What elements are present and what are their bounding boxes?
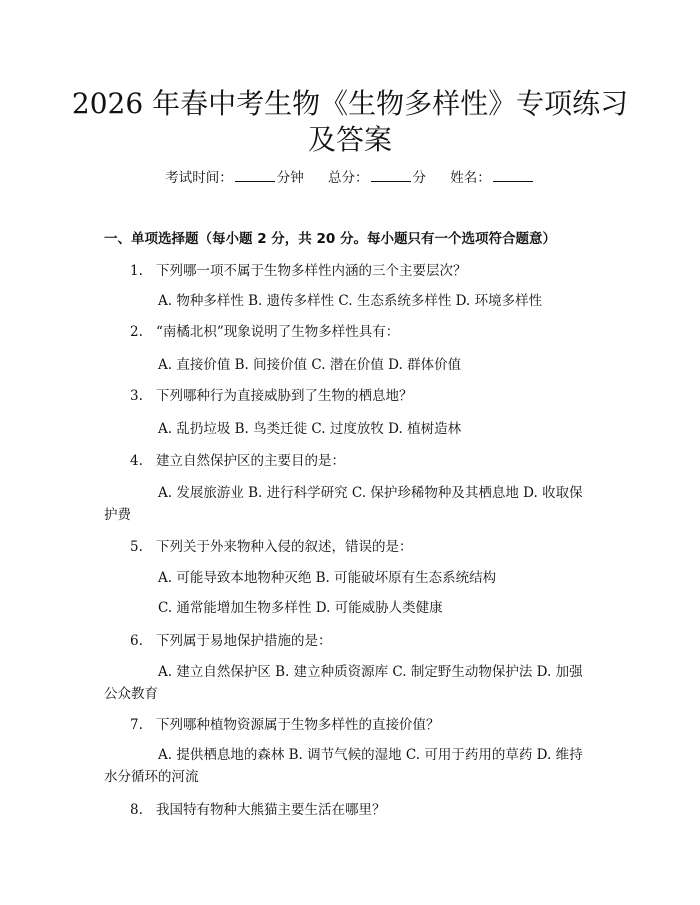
question-3 — [130, 386, 413, 406]
question-4 — [130, 451, 345, 471]
question-number: 1. — [130, 263, 143, 279]
question-8 — [130, 800, 386, 820]
question-7-options: A. 提供栖息地的森林 B. 调节气候的湿地 C. 可用于药用的草药 D. 维持水分循环的河流 — [104, 747, 583, 785]
question-2 — [130, 322, 399, 342]
question-number: 8. — [130, 802, 143, 818]
page-title: 2026 年春中考生物《生物多样性》专项练习 — [71, 87, 629, 120]
exam-time-label: 考试时间： — [165, 170, 233, 186]
question-number: 4. — [130, 453, 143, 469]
question-text: 下列属于易地保护措施的是： — [156, 633, 332, 649]
total-score-label: 总分： — [328, 170, 369, 186]
question-text: 我国特有物种大熊猫主要生活在哪里？ — [156, 802, 386, 818]
question-1-options: A. 物种多样性 B. 遗传多样性 C. 生态系统多样性 D. 环境多样性 — [158, 293, 543, 309]
total-score — [328, 168, 426, 188]
question-4-options: A. 发展旅游业 B. 进行科学研究 C. 保护珍稀物种及其栖息地 D. 收取保护费 — [104, 485, 583, 523]
question-6-options: A. 建立自然保护区 B. 建立种质资源库 C. 制定野生动物保护法 D. 加强公众教育 — [104, 664, 583, 702]
section-header-single-choice: 一、单项选择题（每小题 2 分，共 20 分。每小题只有一个选项符合题意） — [104, 231, 556, 247]
question-number: 3. — [130, 388, 143, 404]
page-title-continued: 及答案 — [307, 123, 392, 156]
question-text: 建立自然保护区的主要目的是： — [156, 453, 345, 469]
question-7 — [130, 715, 440, 735]
question-text: 下列哪种行为直接威胁到了生物的栖息地？ — [156, 388, 413, 404]
student-name — [450, 168, 535, 188]
question-number: 5. — [130, 539, 143, 555]
question-5-options-line-1: A. 可能导致本地物种灭绝 B. 可能破坏原有生态系统结构 — [158, 570, 497, 586]
question-6 — [130, 631, 332, 651]
question-text: 下列关于外来物种入侵的叙述，错误的是： — [156, 539, 413, 555]
question-text: “南橘北枳”现象说明了生物多样性具有： — [156, 324, 400, 340]
exam-time-blank — [235, 169, 275, 182]
question-2-options: A. 直接价值 B. 间接价值 C. 潜在价值 D. 群体价值 — [158, 357, 462, 373]
total-score-unit: 分 — [412, 170, 426, 186]
question-number: 2. — [130, 324, 143, 340]
student-name-blank — [493, 169, 533, 182]
student-name-label: 姓名： — [450, 170, 491, 186]
exam-time-unit: 分钟 — [276, 170, 304, 186]
question-text: 下列哪一项不属于生物多样性内涵的三个主要层次？ — [156, 263, 467, 279]
exam-meta — [0, 168, 700, 188]
question-5 — [130, 537, 413, 557]
question-5-options-line-2: C. 通常能增加生物多样性 D. 可能威胁人类健康 — [158, 600, 443, 616]
question-number: 7. — [130, 717, 143, 733]
exam-time — [165, 168, 304, 188]
question-1 — [130, 261, 467, 281]
question-3-options: A. 乱扔垃圾 B. 鸟类迁徙 C. 过度放牧 D. 植树造林 — [158, 421, 462, 437]
question-text: 下列哪种植物资源属于生物多样性的直接价值？ — [156, 717, 440, 733]
question-number: 6. — [130, 633, 143, 649]
total-score-blank — [371, 169, 411, 182]
